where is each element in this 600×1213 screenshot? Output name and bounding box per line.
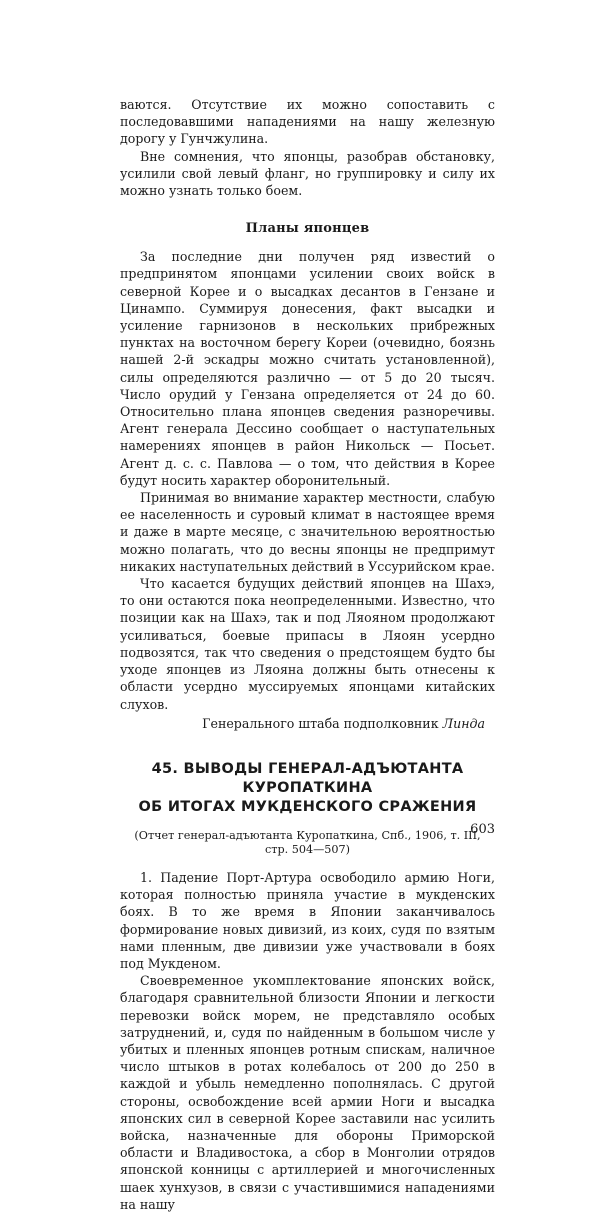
document-heading-line-2: ОБ ИТОГАХ МУКДЕНСКОГО СРАЖЕНИЯ bbox=[138, 798, 477, 815]
signature-name: Линда bbox=[442, 715, 485, 731]
paragraph-terrain-climate: Принимая во внимание характер местности, слабую ее населенность и суровый климат в настоящее время и даже в марте месяце, с значительною вероятностью можно полагать, что до весны японцы не предпримут никаких наступательных действий в Уссурийском крае. bbox=[120, 490, 495, 574]
paragraph-port-arthur: 1. Падение Порт-Артура освободило армию Ноги, которая полностью приняла участие в мукденских боях. В то же время в Японии заканчивалось формирование новых дивизий, из коих, судя по взятым нами пленным, две дивизии уже участвовали в боях под Мукденом. bbox=[120, 869, 495, 971]
paragraph-reinforcement: Своевременное укомплектование японских войск, благодаря сравнительной близости Японии и легкости перевозки войск морем, не представляло особых затруднений, и, судя по найденным в большом числе у убитых и пленных японцев ротным спискам, наличное число штыков в ротах колебалось от 200 до 250 в каждой и убыль немедленно пополнялась. С другой стороны, освобождение всей армии Ноги и высадка японских сил в северной Корее заставили нас усилить войска, назначенные для обороны Приморской области и Владивостока, а сбор в Монголии отрядов японской конницы с артиллерией и многочисленных шаек хунхузов, в связи с участившимися нападениями на нашу bbox=[120, 973, 495, 1212]
page-number: 603 bbox=[470, 822, 495, 837]
document-heading-line-1: 45. ВЫВОДЫ ГЕНЕРАЛ-АДЪЮТАНТА КУРОПАТКИНА bbox=[151, 760, 464, 796]
paragraph-korea-landings: За последние дни получен ряд известий о предпринятом японцами усилении своих войск в северной Корее и о высадках десантов в Гензане и Цинампо. Суммируя донесения, факт высадки и усиление гарнизонов в нескольких прибрежных пунктах на восточном берегу Кореи (очевидно, боязнь нашей 2-й эскадры можно считать установленной), силы определяются различно — от 5 до 20 тысяч. Число орудий у Гензана определяется от 24 до 60. Относительно плана японцев сведения разноречивы. Агент генерала Дессино сообщает о наступательных намерениях японцев в район Никольск — Посьет. Агент д. с. с. Павлова — о том, что действия в Корее будут носить характер оборонительный. bbox=[120, 249, 495, 488]
subheading-japanese-plans: Планы японцев bbox=[245, 221, 370, 237]
signature-title: Генерального штаба подполковник bbox=[202, 715, 439, 731]
paragraph-continuation: ваются. Отсутствие их можно сопоставить с последовавшими нападениями на нашу железную дорогу у Гунчжулина. bbox=[120, 97, 495, 147]
document-heading bbox=[120, 760, 495, 817]
paragraph-shahe-actions: Что касается будущих действий японцев на Шахэ, то они остаются пока неопределенными. Известно, что позиции как на Шахэ, так и под Ляояном продолжают усиливаться, боевые припасы в Ляоян усердно подвозятся, так что сведения о предстоящем будто бы уходе японцев из Ляояна должны быть отнесены к области усердно муссируемых японцами китайских слухов. bbox=[120, 576, 495, 712]
signature bbox=[120, 715, 495, 732]
source-citation bbox=[120, 829, 495, 857]
paragraph-left-flank: Вне сомнения, что японцы, разобрав обстановку, усилили свой левый фланг, но группировку и силу их можно узнать только боем. bbox=[120, 148, 495, 199]
source-citation-line-2: стр. 504—507) bbox=[265, 842, 350, 856]
source-citation-line-1: (Отчет генерал-адъютанта Куропаткина, Спб., 1906, т. III, bbox=[134, 828, 481, 842]
